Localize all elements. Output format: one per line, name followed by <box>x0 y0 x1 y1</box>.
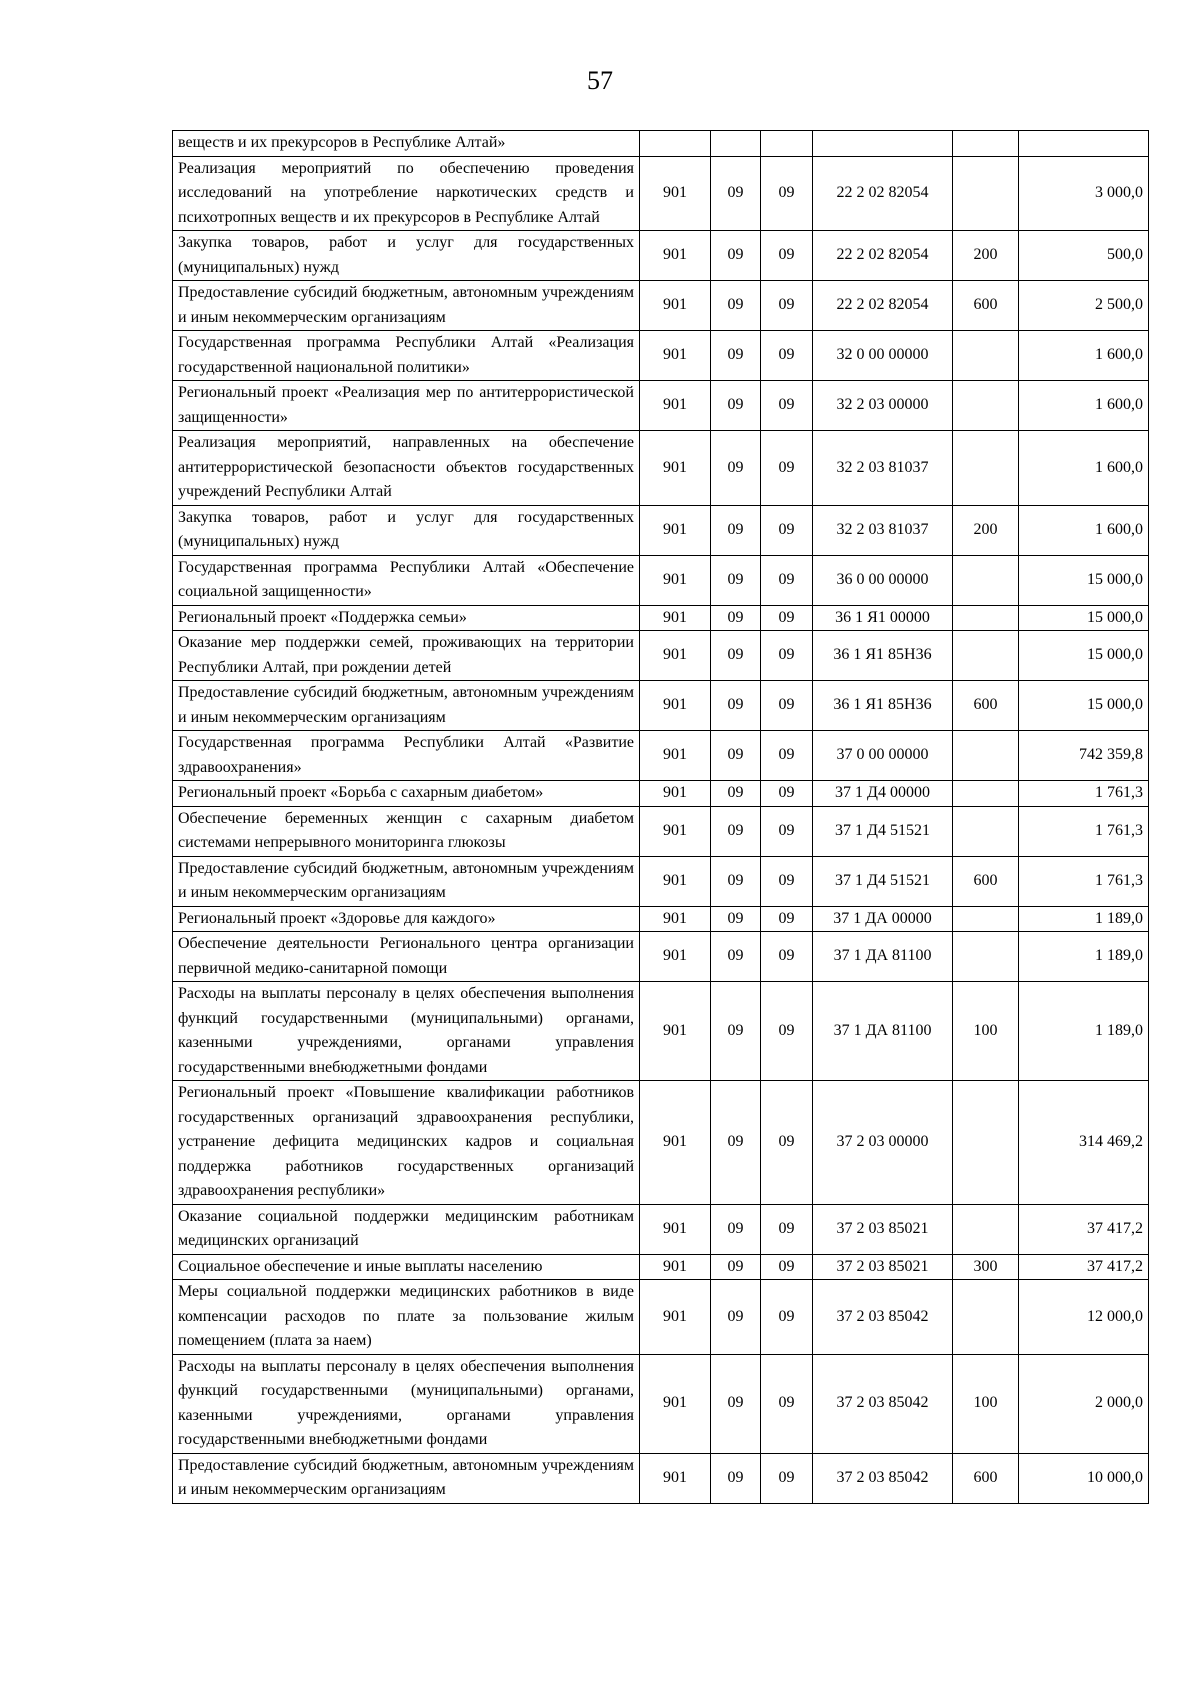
budget-table <box>172 130 1149 1504</box>
row-expense-type: 600 <box>953 281 1019 331</box>
row-target-article: 32 0 00 00000 <box>813 331 953 381</box>
row-name: Реализация мероприятий, направленных на обеспечение антитеррористической безопасности объектов государственных учреждений Республики Алтай <box>173 431 640 506</box>
row-subsection: 09 <box>761 505 813 555</box>
row-expense-type <box>953 1081 1019 1205</box>
row-grbs: 901 <box>640 856 711 906</box>
row-amount: 1 189,0 <box>1019 982 1149 1081</box>
row-expense-type <box>953 555 1019 605</box>
row-subsection: 09 <box>761 1453 813 1503</box>
row-section: 09 <box>711 731 761 781</box>
table-row <box>173 605 1149 631</box>
row-target-article: 32 2 03 81037 <box>813 431 953 506</box>
row-subsection: 09 <box>761 331 813 381</box>
row-subsection: 09 <box>761 982 813 1081</box>
row-section: 09 <box>711 1081 761 1205</box>
row-amount: 15 000,0 <box>1019 681 1149 731</box>
row-target-article: 36 1 Я1 85Н36 <box>813 631 953 681</box>
row-subsection: 09 <box>761 932 813 982</box>
row-name: Закупка товаров, работ и услуг для государственных (муниципальных) нужд <box>173 505 640 555</box>
row-grbs: 901 <box>640 731 711 781</box>
row-subsection: 09 <box>761 431 813 506</box>
row-subsection: 09 <box>761 781 813 807</box>
row-target-article: 22 2 02 82054 <box>813 231 953 281</box>
row-grbs: 901 <box>640 605 711 631</box>
row-section: 09 <box>711 1204 761 1254</box>
row-name: Предоставление субсидий бюджетным, автономным учреждениям и иным некоммерческим организациям <box>173 1453 640 1503</box>
table-body <box>173 131 1149 1504</box>
row-amount: 1 761,3 <box>1019 781 1149 807</box>
row-grbs: 901 <box>640 1204 711 1254</box>
row-section: 09 <box>711 681 761 731</box>
row-target-article: 37 1 Д4 51521 <box>813 806 953 856</box>
row-section: 09 <box>711 1354 761 1453</box>
row-section: 09 <box>711 156 761 231</box>
table-row <box>173 381 1149 431</box>
row-amount: 37 417,2 <box>1019 1254 1149 1280</box>
row-expense-type <box>953 431 1019 506</box>
row-name: Государственная программа Республики Алтай «Реализация государственной национальной политики» <box>173 331 640 381</box>
row-grbs: 901 <box>640 906 711 932</box>
row-section: 09 <box>711 331 761 381</box>
row-grbs: 901 <box>640 156 711 231</box>
row-name: Оказание социальной поддержки медицинским работникам медицинских организаций <box>173 1204 640 1254</box>
row-expense-type <box>953 381 1019 431</box>
row-name: Обеспечение деятельности Регионального центра организации первичной медико-санитарной помощи <box>173 932 640 982</box>
row-grbs: 901 <box>640 932 711 982</box>
row-expense-type <box>953 331 1019 381</box>
row-name: Региональный проект «Здоровье для каждого» <box>173 906 640 932</box>
table-row <box>173 982 1149 1081</box>
row-name: Региональный проект «Поддержка семьи» <box>173 605 640 631</box>
row-amount: 37 417,2 <box>1019 1204 1149 1254</box>
row-target-article: 37 1 Д4 00000 <box>813 781 953 807</box>
row-expense-type <box>953 156 1019 231</box>
row-amount: 500,0 <box>1019 231 1149 281</box>
table-row <box>173 1280 1149 1355</box>
row-amount: 15 000,0 <box>1019 605 1149 631</box>
table-row <box>173 131 1149 157</box>
row-target-article: 22 2 02 82054 <box>813 156 953 231</box>
row-subsection: 09 <box>761 631 813 681</box>
row-expense-type <box>953 731 1019 781</box>
row-grbs: 901 <box>640 331 711 381</box>
row-amount: 2 000,0 <box>1019 1354 1149 1453</box>
table-row <box>173 1204 1149 1254</box>
row-amount: 2 500,0 <box>1019 281 1149 331</box>
row-grbs <box>640 131 711 157</box>
row-grbs: 901 <box>640 681 711 731</box>
row-grbs: 901 <box>640 555 711 605</box>
row-section: 09 <box>711 1280 761 1355</box>
row-amount: 1 600,0 <box>1019 381 1149 431</box>
row-target-article: 37 2 03 85042 <box>813 1280 953 1355</box>
page-number: 57 <box>587 66 613 95</box>
table-row <box>173 281 1149 331</box>
row-section: 09 <box>711 381 761 431</box>
row-expense-type: 200 <box>953 505 1019 555</box>
row-amount: 3 000,0 <box>1019 156 1149 231</box>
row-target-article: 37 2 03 00000 <box>813 1081 953 1205</box>
row-expense-type <box>953 1204 1019 1254</box>
row-section: 09 <box>711 281 761 331</box>
row-name: Предоставление субсидий бюджетным, автономным учреждениям и иным некоммерческим организациям <box>173 281 640 331</box>
row-expense-type <box>953 1280 1019 1355</box>
row-expense-type <box>953 631 1019 681</box>
row-name: Предоставление субсидий бюджетным, автономным учреждениям и иным некоммерческим организациям <box>173 856 640 906</box>
row-amount: 12 000,0 <box>1019 1280 1149 1355</box>
row-expense-type: 600 <box>953 856 1019 906</box>
table-row <box>173 1254 1149 1280</box>
row-subsection: 09 <box>761 906 813 932</box>
row-name: Региональный проект «Борьба с сахарным диабетом» <box>173 781 640 807</box>
row-name: Обеспечение беременных женщин с сахарным диабетом системами непрерывного мониторинга глюкозы <box>173 806 640 856</box>
row-target-article: 37 1 ДА 81100 <box>813 982 953 1081</box>
row-grbs: 901 <box>640 1453 711 1503</box>
row-expense-type <box>953 932 1019 982</box>
row-expense-type <box>953 806 1019 856</box>
row-target-article: 37 2 03 85042 <box>813 1354 953 1453</box>
row-target-article: 37 2 03 85042 <box>813 1453 953 1503</box>
table-row <box>173 231 1149 281</box>
row-section <box>711 131 761 157</box>
row-target-article: 37 0 00 00000 <box>813 731 953 781</box>
row-amount: 1 189,0 <box>1019 932 1149 982</box>
table-row <box>173 932 1149 982</box>
row-amount: 15 000,0 <box>1019 631 1149 681</box>
row-grbs: 901 <box>640 982 711 1081</box>
row-subsection: 09 <box>761 605 813 631</box>
row-expense-type: 600 <box>953 681 1019 731</box>
row-section: 09 <box>711 1453 761 1503</box>
row-section: 09 <box>711 982 761 1081</box>
row-amount: 314 469,2 <box>1019 1081 1149 1205</box>
table-row <box>173 1354 1149 1453</box>
table-row <box>173 555 1149 605</box>
row-section: 09 <box>711 1254 761 1280</box>
table-row <box>173 856 1149 906</box>
row-name: Региональный проект «Реализация мер по антитеррористической защищенности» <box>173 381 640 431</box>
row-section: 09 <box>711 631 761 681</box>
row-subsection: 09 <box>761 681 813 731</box>
table-row <box>173 431 1149 506</box>
row-section: 09 <box>711 781 761 807</box>
row-section: 09 <box>711 431 761 506</box>
row-expense-type: 200 <box>953 231 1019 281</box>
row-name: Государственная программа Республики Алтай «Развитие здравоохранения» <box>173 731 640 781</box>
table-row <box>173 631 1149 681</box>
row-target-article: 22 2 02 82054 <box>813 281 953 331</box>
row-name: Меры социальной поддержки медицинских работников в виде компенсации расходов по плате за пользование жилым помещением (плата за наем) <box>173 1280 640 1355</box>
row-target-article: 32 2 03 81037 <box>813 505 953 555</box>
row-amount: 15 000,0 <box>1019 555 1149 605</box>
row-name: Оказание мер поддержки семей, проживающих на территории Республики Алтай, при рождении детей <box>173 631 640 681</box>
row-expense-type: 600 <box>953 1453 1019 1503</box>
row-target-article: 37 1 ДА 00000 <box>813 906 953 932</box>
row-amount: 1 600,0 <box>1019 505 1149 555</box>
row-target-article: 36 0 00 00000 <box>813 555 953 605</box>
row-name: Государственная программа Республики Алтай «Обеспечение социальной защищенности» <box>173 555 640 605</box>
row-section: 09 <box>711 806 761 856</box>
row-target-article <box>813 131 953 157</box>
table-row <box>173 331 1149 381</box>
row-amount <box>1019 131 1149 157</box>
table-row <box>173 1081 1149 1205</box>
table-row <box>173 731 1149 781</box>
row-expense-type: 300 <box>953 1254 1019 1280</box>
row-amount: 1 600,0 <box>1019 331 1149 381</box>
row-expense-type <box>953 131 1019 157</box>
row-grbs: 901 <box>640 281 711 331</box>
row-section: 09 <box>711 906 761 932</box>
row-grbs: 901 <box>640 431 711 506</box>
row-grbs: 901 <box>640 505 711 555</box>
row-target-article: 37 1 Д4 51521 <box>813 856 953 906</box>
row-grbs: 901 <box>640 1354 711 1453</box>
table-row <box>173 1453 1149 1503</box>
row-subsection: 09 <box>761 281 813 331</box>
row-name: Социальное обеспечение и иные выплаты населению <box>173 1254 640 1280</box>
row-expense-type: 100 <box>953 1354 1019 1453</box>
row-subsection: 09 <box>761 555 813 605</box>
row-subsection: 09 <box>761 1280 813 1355</box>
row-grbs: 901 <box>640 1081 711 1205</box>
row-expense-type <box>953 906 1019 932</box>
row-subsection: 09 <box>761 1081 813 1205</box>
row-grbs: 901 <box>640 381 711 431</box>
row-amount: 1 600,0 <box>1019 431 1149 506</box>
row-amount: 1 189,0 <box>1019 906 1149 932</box>
row-name: веществ и их прекурсоров в Республике Алтай» <box>173 131 640 157</box>
row-amount: 742 359,8 <box>1019 731 1149 781</box>
row-subsection: 09 <box>761 231 813 281</box>
row-subsection: 09 <box>761 731 813 781</box>
row-section: 09 <box>711 231 761 281</box>
row-name: Региональный проект «Повышение квалификации работников государственных организаций здравоохранения республики, устранение дефицита медицинских кадров и социальная поддержка работников государственных организаций здравоохранения республики» <box>173 1081 640 1205</box>
row-section: 09 <box>711 932 761 982</box>
row-target-article: 36 1 Я1 85Н36 <box>813 681 953 731</box>
row-expense-type <box>953 781 1019 807</box>
row-grbs: 901 <box>640 231 711 281</box>
row-grbs: 901 <box>640 1254 711 1280</box>
row-target-article: 37 1 ДА 81100 <box>813 932 953 982</box>
row-section: 09 <box>711 505 761 555</box>
row-subsection: 09 <box>761 1254 813 1280</box>
row-section: 09 <box>711 605 761 631</box>
row-amount: 1 761,3 <box>1019 806 1149 856</box>
table-row <box>173 681 1149 731</box>
row-amount: 10 000,0 <box>1019 1453 1149 1503</box>
row-subsection <box>761 131 813 157</box>
row-section: 09 <box>711 856 761 906</box>
row-name: Расходы на выплаты персоналу в целях обеспечения выполнения функций государственными (муниципальными) органами, казенными учреждениями, органами управления государственными внебюджетными фондами <box>173 982 640 1081</box>
row-subsection: 09 <box>761 856 813 906</box>
row-expense-type: 100 <box>953 982 1019 1081</box>
table-row <box>173 781 1149 807</box>
row-target-article: 37 2 03 85021 <box>813 1254 953 1280</box>
row-expense-type <box>953 605 1019 631</box>
row-name: Предоставление субсидий бюджетным, автономным учреждениям и иным некоммерческим организациям <box>173 681 640 731</box>
table-row <box>173 806 1149 856</box>
row-amount: 1 761,3 <box>1019 856 1149 906</box>
table-row <box>173 505 1149 555</box>
row-subsection: 09 <box>761 1204 813 1254</box>
row-target-article: 36 1 Я1 00000 <box>813 605 953 631</box>
table-row <box>173 906 1149 932</box>
row-grbs: 901 <box>640 631 711 681</box>
row-target-article: 32 2 03 00000 <box>813 381 953 431</box>
row-section: 09 <box>711 555 761 605</box>
row-grbs: 901 <box>640 1280 711 1355</box>
row-subsection: 09 <box>761 1354 813 1453</box>
row-subsection: 09 <box>761 806 813 856</box>
table-row <box>173 156 1149 231</box>
row-name: Расходы на выплаты персоналу в целях обеспечения выполнения функций государственными (муниципальными) органами, казенными учреждениями, органами управления государственными внебюджетными фондами <box>173 1354 640 1453</box>
row-target-article: 37 2 03 85021 <box>813 1204 953 1254</box>
row-name: Реализация мероприятий по обеспечению проведения исследований на употребление наркотических средств и психотропных веществ и их прекурсоров в Республике Алтай <box>173 156 640 231</box>
row-subsection: 09 <box>761 156 813 231</box>
row-name: Закупка товаров, работ и услуг для государственных (муниципальных) нужд <box>173 231 640 281</box>
row-grbs: 901 <box>640 781 711 807</box>
row-grbs: 901 <box>640 806 711 856</box>
row-subsection: 09 <box>761 381 813 431</box>
